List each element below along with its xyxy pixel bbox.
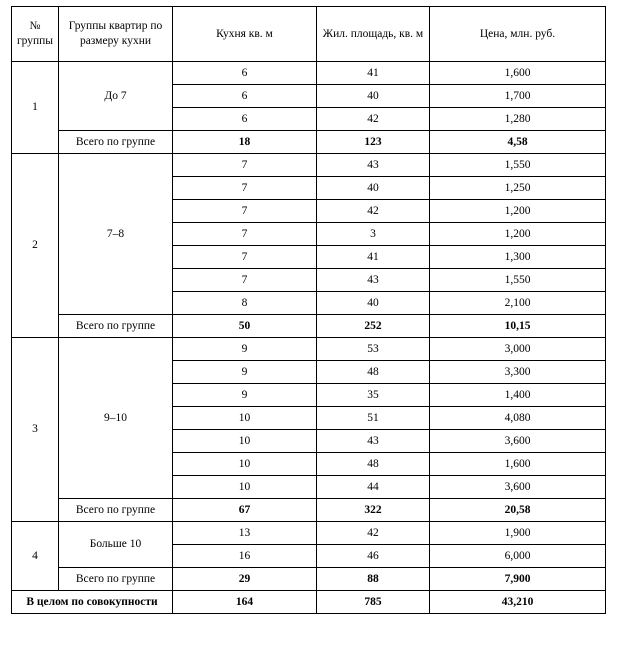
- group-number: 2: [12, 154, 59, 338]
- kitchen-cell: 7: [173, 246, 317, 269]
- group-total-label: Всего по группе: [59, 568, 173, 591]
- kitchen-cell: 7: [173, 223, 317, 246]
- living-cell: 51: [317, 407, 430, 430]
- group-total-row: [12, 568, 606, 591]
- kitchen-cell: 9: [173, 361, 317, 384]
- grand-total-label: В целом по совокупности: [12, 591, 173, 614]
- living-cell: 41: [317, 246, 430, 269]
- price-cell: 1,280: [430, 108, 606, 131]
- group-total-row: [12, 315, 606, 338]
- kitchen-cell: 7: [173, 177, 317, 200]
- group-total-label: Всего по группе: [59, 131, 173, 154]
- price-cell: 1,250: [430, 177, 606, 200]
- price-cell: 3,600: [430, 476, 606, 499]
- group-total-label: Всего по группе: [59, 499, 173, 522]
- living-cell: 42: [317, 108, 430, 131]
- kitchen-cell: 7: [173, 269, 317, 292]
- header-price: Цена, млн. руб.: [430, 7, 606, 62]
- grand-total-price: 43,210: [430, 591, 606, 614]
- living-cell: 40: [317, 85, 430, 108]
- living-cell: 42: [317, 522, 430, 545]
- living-cell: 43: [317, 269, 430, 292]
- group-number: 1: [12, 62, 59, 154]
- kitchen-cell: 6: [173, 108, 317, 131]
- group-total-living: 252: [317, 315, 430, 338]
- kitchen-cell: 7: [173, 200, 317, 223]
- price-cell: 1,600: [430, 453, 606, 476]
- group-total-row: [12, 499, 606, 522]
- living-cell: 53: [317, 338, 430, 361]
- table-row: [12, 522, 606, 545]
- group-total-kitchen: 50: [173, 315, 317, 338]
- group-total-price: 4,58: [430, 131, 606, 154]
- group-range-label: До 7: [59, 62, 173, 131]
- header-row: [12, 7, 606, 62]
- table-row: [12, 338, 606, 361]
- price-cell: 1,700: [430, 85, 606, 108]
- group-range-label: 7–8: [59, 154, 173, 315]
- header-kitchen-area: Кухня кв. м: [173, 7, 317, 62]
- price-cell: 3,000: [430, 338, 606, 361]
- header-living-area: Жил. площадь, кв. м: [317, 7, 430, 62]
- group-total-kitchen: 67: [173, 499, 317, 522]
- price-cell: 4,080: [430, 407, 606, 430]
- living-cell: 41: [317, 62, 430, 85]
- group-range-label: 9–10: [59, 338, 173, 499]
- header-group-number: № группы: [12, 7, 59, 62]
- kitchen-cell: 10: [173, 407, 317, 430]
- living-cell: 48: [317, 453, 430, 476]
- living-cell: 35: [317, 384, 430, 407]
- living-cell: 42: [317, 200, 430, 223]
- price-cell: 3,300: [430, 361, 606, 384]
- kitchen-cell: 13: [173, 522, 317, 545]
- grand-total-living: 785: [317, 591, 430, 614]
- living-cell: 43: [317, 154, 430, 177]
- living-cell: 40: [317, 292, 430, 315]
- header-group-range: Группы квартир по размеру кухни: [59, 7, 173, 62]
- group-total-kitchen: 18: [173, 131, 317, 154]
- group-total-kitchen: 29: [173, 568, 317, 591]
- price-cell: 1,900: [430, 522, 606, 545]
- kitchen-cell: 10: [173, 453, 317, 476]
- kitchen-cell: 16: [173, 545, 317, 568]
- group-total-price: 7,900: [430, 568, 606, 591]
- living-cell: 3: [317, 223, 430, 246]
- living-cell: 46: [317, 545, 430, 568]
- living-cell: 43: [317, 430, 430, 453]
- price-cell: 2,100: [430, 292, 606, 315]
- living-cell: 40: [317, 177, 430, 200]
- apartment-groups-table: [11, 6, 606, 614]
- price-cell: 1,550: [430, 154, 606, 177]
- group-total-living: 88: [317, 568, 430, 591]
- price-cell: 1,400: [430, 384, 606, 407]
- group-total-row: [12, 131, 606, 154]
- price-cell: 1,300: [430, 246, 606, 269]
- living-cell: 48: [317, 361, 430, 384]
- price-cell: 1,200: [430, 223, 606, 246]
- kitchen-cell: 6: [173, 62, 317, 85]
- grand-total-kitchen: 164: [173, 591, 317, 614]
- group-total-label: Всего по группе: [59, 315, 173, 338]
- group-total-price: 20,58: [430, 499, 606, 522]
- price-cell: 1,200: [430, 200, 606, 223]
- kitchen-cell: 7: [173, 154, 317, 177]
- group-total-living: 123: [317, 131, 430, 154]
- price-cell: 6,000: [430, 545, 606, 568]
- table-row: [12, 62, 606, 85]
- table-row: [12, 154, 606, 177]
- group-number: 3: [12, 338, 59, 522]
- price-cell: 1,550: [430, 269, 606, 292]
- kitchen-cell: 9: [173, 384, 317, 407]
- living-cell: 44: [317, 476, 430, 499]
- grand-total-row: [12, 591, 606, 614]
- kitchen-cell: 10: [173, 430, 317, 453]
- group-total-price: 10,15: [430, 315, 606, 338]
- price-cell: 1,600: [430, 62, 606, 85]
- group-total-living: 322: [317, 499, 430, 522]
- kitchen-cell: 10: [173, 476, 317, 499]
- group-number: 4: [12, 522, 59, 591]
- kitchen-cell: 8: [173, 292, 317, 315]
- group-range-label: Больше 10: [59, 522, 173, 568]
- kitchen-cell: 6: [173, 85, 317, 108]
- kitchen-cell: 9: [173, 338, 317, 361]
- price-cell: 3,600: [430, 430, 606, 453]
